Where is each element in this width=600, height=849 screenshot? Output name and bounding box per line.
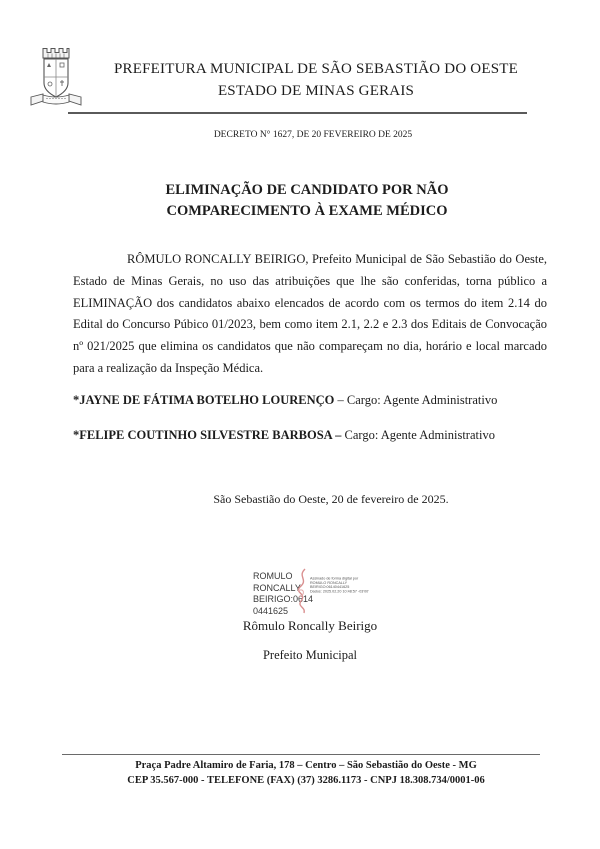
header-divider xyxy=(68,112,527,114)
signature-detail-line: BEIRIGO:06140441625 xyxy=(310,585,350,590)
eliminated-candidates-list xyxy=(73,390,547,460)
candidate-row xyxy=(73,425,547,446)
footer-divider xyxy=(62,754,540,755)
digital-signature-stamp xyxy=(253,571,453,621)
candidate-row xyxy=(73,390,547,411)
footer-address-line2: CEP 35.567-000 - TELEFONE (FAX) (37) 3286.1173 - CNPJ 18.308.734/0001-06 xyxy=(127,775,485,786)
digital-signature-details xyxy=(310,577,422,594)
signer-role: Prefeito Municipal xyxy=(262,648,358,662)
municipality-name: PREFEITURA MUNICIPAL DE SÃO SEBASTIÃO DO OESTE xyxy=(114,61,518,77)
stamp-line: ROMULO xyxy=(253,571,293,581)
state-name: ESTADO DE MINAS GERAIS xyxy=(217,83,415,99)
document-title-line2: COMPARECIMENTO À EXAME MÉDICO xyxy=(166,203,448,219)
signature-detail-line: Dados: 2025.02.20 10:48:57 -03'00' xyxy=(310,590,369,594)
footer-address xyxy=(44,758,568,788)
stamp-line: 0441625 xyxy=(253,605,289,616)
decree-number-line: DECRETO N° 1627, DE 20 FEVEREIRO DE 2025 xyxy=(213,130,413,140)
decree-body-paragraph: RÔMULO RONCALLY BEIRIGO, Prefeito Municipal de São Sebastião do Oeste, Estado de Minas Gerais, no uso das atribuições que lhe são conferidas, torna público a ELIMINAÇÃO dos candidatos abaixo elencados de acordo com os termos do item 2.14 do Edital do Concurso Púbico 01/2023, bem como item 2.1, 2.2 e 2.3 dos Editais de Convocação nº 021/2025 que elimina os candidatos que não compareçam no dia, horário e local marcado para a realização da Inspeção Médica. xyxy=(73,252,547,375)
document-title-line1: ELIMINAÇÃO DE CANDIDATO POR NÃO xyxy=(165,182,449,198)
signature-detail-line: Assinado de forma digital por xyxy=(310,577,359,581)
coat-of-arms-icon xyxy=(28,45,84,115)
signature-detail-line: ROMULO RONCALLY xyxy=(310,581,348,586)
place-date-line: São Sebastião do Oeste, 20 de fevereiro de 2025. xyxy=(213,492,449,506)
candidate-name: *JAYNE DE FÁTIMA BOTELHO LOURENÇO xyxy=(73,393,335,407)
document-title xyxy=(70,180,544,222)
stamp-line: BEIRIGO:0614 xyxy=(253,594,314,604)
candidate-role: Cargo: Agente Administrativo xyxy=(341,428,495,442)
signer-name: Rômulo Roncally Beirigo xyxy=(242,618,378,633)
letterhead xyxy=(85,58,547,102)
candidate-name: *FELIPE COUTINHO SILVESTRE BARBOSA – xyxy=(73,428,342,442)
footer-address-line1: Praça Padre Altamiro de Faria, 178 – Centro – São Sebastião do Oeste - MG xyxy=(135,760,477,771)
candidate-role: – Cargo: Agente Administrativo xyxy=(334,393,498,407)
stamp-line: RONCALLY xyxy=(253,582,301,593)
